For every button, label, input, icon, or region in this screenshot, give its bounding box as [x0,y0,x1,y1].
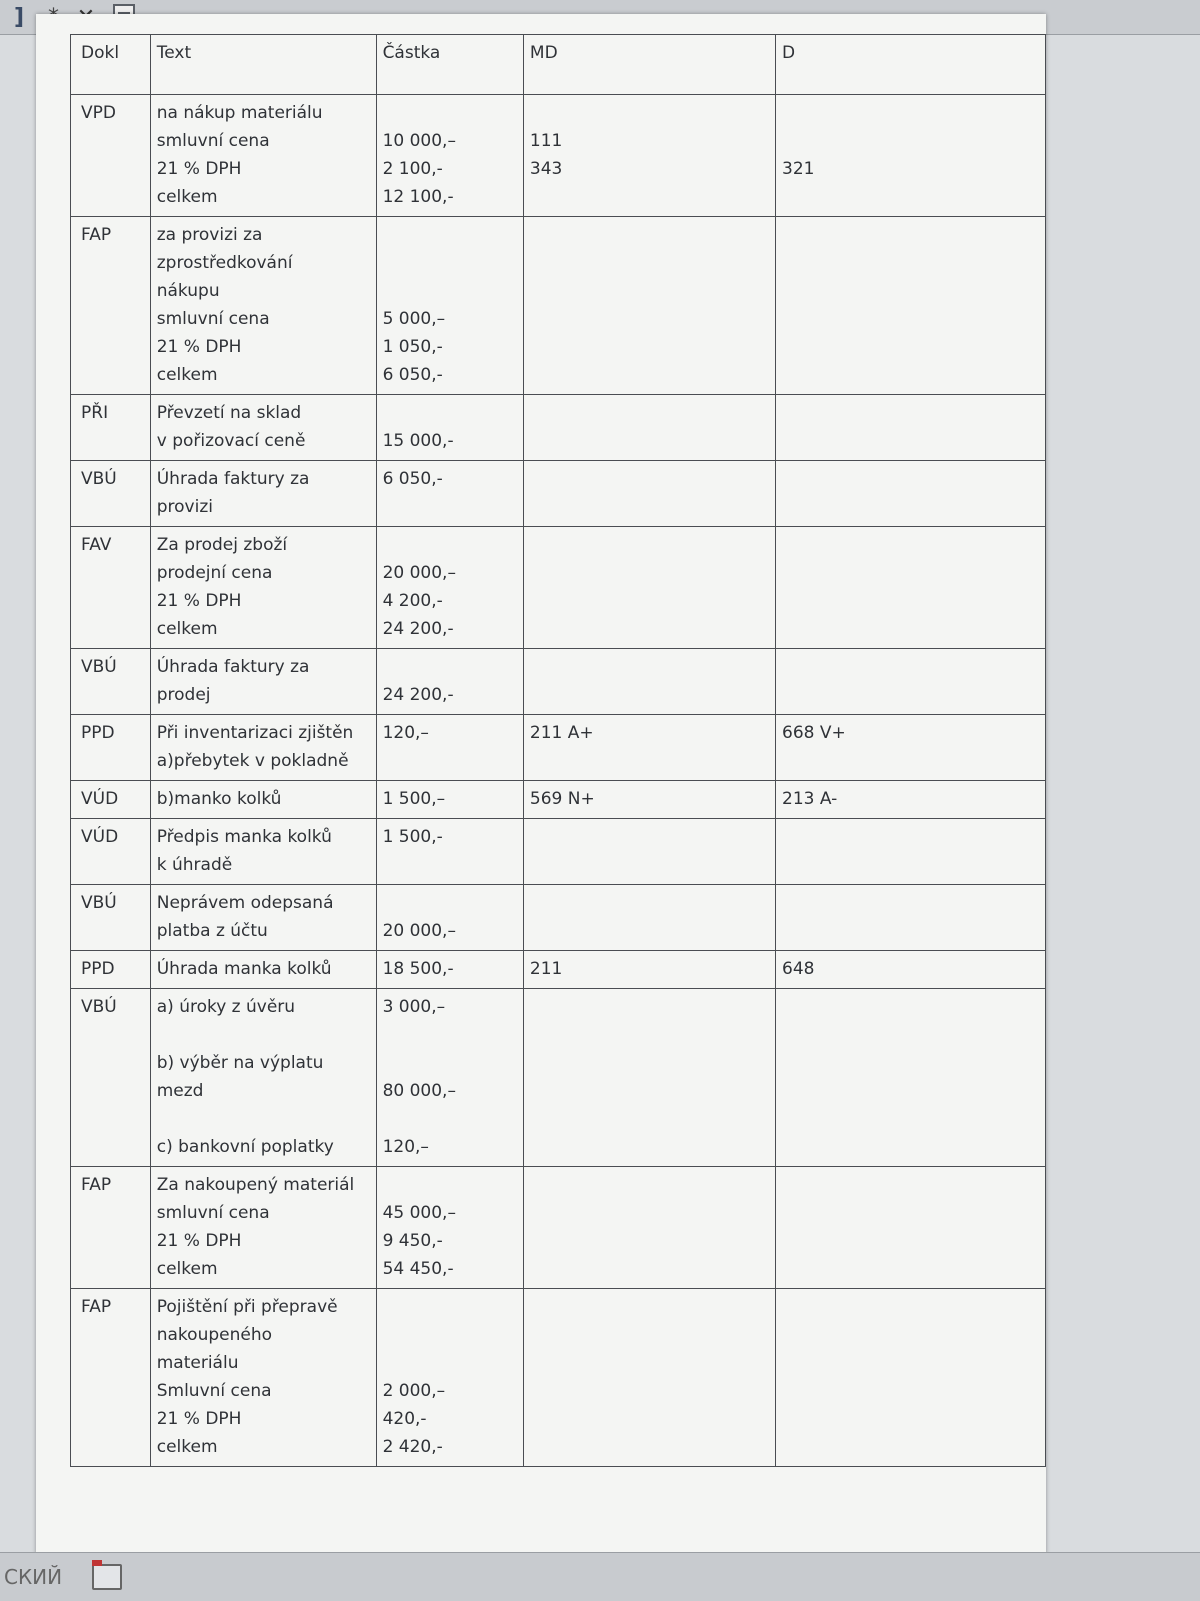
cell-d [776,395,1046,461]
cell-line: 111 [529,131,563,151]
cell-line: 3 000,– [382,997,446,1017]
cell-line: 648 [782,959,815,979]
cell-line: 6 050,- [382,469,443,489]
cell-line [530,99,769,127]
cell-md [523,1167,775,1289]
cell-line: 211 [529,959,563,979]
cell-line: 321 [782,159,815,179]
cell-line: Za prodej zboží [156,535,288,555]
cell-d [776,1289,1046,1467]
cell-line [383,1293,517,1321]
cell-line [157,1021,370,1049]
table-row [71,95,1046,217]
cell-doc: VBÚ [71,461,151,527]
cell-line [383,1171,517,1199]
cell-line: 211 A+ [529,723,594,743]
cell-line: 12 100,- [382,187,454,207]
cell-line: b)manko kolků [156,789,282,809]
cell-line: 21 % DPH [156,159,242,179]
cell-doc: FAP [71,1289,151,1467]
cell-line: Převzetí na sklad [156,403,302,423]
cell-doc: VBÚ [71,989,151,1167]
cell-md [523,951,775,989]
cell-text [150,1289,376,1467]
cell-d [776,461,1046,527]
cell-line: nákupu [156,281,220,301]
cell-line [383,277,517,305]
cell-line [383,1049,517,1077]
cell-line: a)přebytek v pokladně [156,751,349,771]
cell-line [383,1105,517,1133]
cell-line [383,99,517,127]
cell-line: prodejní cena [156,563,273,583]
cell-text [150,527,376,649]
cell-line: 213 A- [782,789,838,809]
cell-md [523,1289,775,1467]
cell-line: celkem [156,365,218,385]
cell-line: na nákup materiálu [156,103,323,123]
cell-line: 1 050,- [382,337,443,357]
cell-line: 569 N+ [529,789,595,809]
cell-line: smluvní cena [156,309,270,329]
cell-text [150,715,376,781]
cell-d [776,1167,1046,1289]
cell-md [523,649,775,715]
cell-text [150,395,376,461]
cell-line: 20 000,– [382,563,456,583]
header-md: MD [523,35,775,95]
table-row [71,819,1046,885]
cell-line [383,889,517,917]
cell-d [776,649,1046,715]
tab-title[interactable]: ] [13,4,25,30]
cell-amount [376,395,523,461]
cell-md [523,989,775,1167]
cell-line [383,531,517,559]
cell-line [383,653,517,681]
table-row [71,781,1046,819]
cell-d [776,951,1046,989]
cell-line: 24 200,- [382,619,454,639]
cell-line: provizi [156,497,213,517]
cell-line: 54 450,- [382,1259,454,1279]
cell-line: celkem [156,1437,218,1457]
cell-line: Úhrada manka kolků [156,959,332,979]
cell-line: Úhrada faktury za [156,657,310,677]
cell-d [776,885,1046,951]
cell-line: Předpis manka kolků [156,827,332,847]
cell-line: 21 % DPH [156,1231,242,1251]
cell-line: Neprávem odepsaná [156,893,334,913]
cell-line: 21 % DPH [156,337,242,357]
cell-text [150,461,376,527]
cell-amount [376,1167,523,1289]
cell-line: celkem [156,619,218,639]
cell-line: nakoupeného [156,1325,272,1345]
cell-line [383,1321,517,1349]
table-row [71,885,1046,951]
cell-line: 1 500,– [382,789,446,809]
cell-line: 6 050,- [382,365,443,385]
cell-doc: FAP [71,217,151,395]
cell-text [150,951,376,989]
cell-doc: FAP [71,1167,151,1289]
cell-text [150,649,376,715]
cell-line [782,99,1039,127]
cell-line: 21 % DPH [156,591,242,611]
cell-line: 120,– [382,1137,429,1157]
cell-line: Úhrada faktury za [156,469,310,489]
cell-d [776,527,1046,649]
cell-line: 420,- [382,1409,427,1429]
cell-md [523,885,775,951]
cell-line: c) bankovní poplatky [156,1137,334,1157]
cell-text [150,819,376,885]
cell-line: materiálu [156,1353,239,1373]
cell-line: smluvní cena [156,1203,270,1223]
cell-line: b) výběr na výplatu [156,1053,324,1073]
cell-line: zprostředkování [156,253,293,273]
cell-amount [376,885,523,951]
cell-line: 20 000,– [382,921,456,941]
cell-line: 2 100,- [382,159,443,179]
cell-doc: PPD [71,715,151,781]
header-text: Text [150,35,376,95]
cell-d [776,95,1046,217]
cell-line: 45 000,– [382,1203,456,1223]
cell-line: za provizi za [156,225,263,245]
cell-md [523,95,775,217]
cell-d [776,819,1046,885]
cell-d [776,989,1046,1167]
cell-line: k úhradě [156,855,233,875]
cell-amount [376,217,523,395]
taskbar [0,1552,1200,1601]
cell-md [523,527,775,649]
cell-amount [376,527,523,649]
cell-line: 9 450,- [382,1231,443,1251]
cell-text [150,1167,376,1289]
cell-line: celkem [156,1259,218,1279]
cell-md [523,715,775,781]
cell-doc: VPD [71,95,151,217]
cell-doc: VÚD [71,781,151,819]
cell-text [150,885,376,951]
cell-md [523,217,775,395]
cell-line: 1 500,- [382,827,443,847]
cell-doc: VÚD [71,819,151,885]
cell-line: Při inventarizaci zjištěn [156,723,354,743]
cell-line: a) úroky z úvěru [156,997,296,1017]
cell-doc: FAV [71,527,151,649]
table-row [71,527,1046,649]
cell-line: 15 000,- [382,431,454,451]
cell-line: 21 % DPH [156,1409,242,1429]
cell-doc: PPD [71,951,151,989]
cell-line: 24 200,- [382,685,454,705]
cell-line: 5 000,– [382,309,446,329]
table-row [71,1289,1046,1467]
keyboard-icon[interactable] [92,1564,122,1590]
cell-amount [376,781,523,819]
table-row [71,1167,1046,1289]
table-row [71,715,1046,781]
cell-doc: PŘI [71,395,151,461]
cell-doc: VBÚ [71,649,151,715]
document-page [36,14,1046,1554]
cell-line [782,127,1039,155]
cell-line [383,249,517,277]
cell-d [776,217,1046,395]
cell-line [383,221,517,249]
cell-line: 2 420,- [382,1437,443,1457]
table-row [71,989,1046,1167]
cell-line: 80 000,– [382,1081,456,1101]
cell-md [523,461,775,527]
cell-text [150,781,376,819]
cell-line [383,1021,517,1049]
cell-d [776,781,1046,819]
cell-md [523,819,775,885]
cell-text [150,217,376,395]
cell-line: smluvní cena [156,131,270,151]
language-indicator[interactable]: СКИЙ [4,1565,63,1589]
cell-amount [376,715,523,781]
cell-amount [376,649,523,715]
cell-line [383,1349,517,1377]
cell-amount [376,461,523,527]
cell-line: celkem [156,187,218,207]
cell-line: 10 000,– [382,131,456,151]
cell-d [776,715,1046,781]
cell-line: Pojištění při přepravě [156,1297,338,1317]
cell-line: 668 V+ [782,723,846,743]
cell-line: Za nakoupený materiál [156,1175,355,1195]
cell-line: 18 500,- [382,959,454,979]
cell-amount [376,989,523,1167]
cell-line: 2 000,– [382,1381,446,1401]
cell-line [157,1105,370,1133]
cell-amount [376,819,523,885]
cell-line: 120,– [382,723,429,743]
header-amount: Částka [376,35,523,95]
cell-text [150,95,376,217]
cell-md [523,395,775,461]
table-row [71,951,1046,989]
cell-line [383,399,517,427]
header-doc: Dokl [71,35,151,95]
accounting-table [70,34,1046,1467]
cell-line: Smluvní cena [156,1381,272,1401]
cell-amount [376,95,523,217]
table-row [71,461,1046,527]
cell-line: 4 200,- [382,591,443,611]
cell-line: prodej [156,685,211,705]
cell-line: v pořizovací ceně [156,431,306,451]
table-row [71,649,1046,715]
cell-line: mezd [156,1081,204,1101]
cell-text [150,989,376,1167]
header-d: D [776,35,1046,95]
cell-line: platba z účtu [156,921,268,941]
cell-line: 343 [529,159,563,179]
cell-md [523,781,775,819]
table-row [71,395,1046,461]
cell-amount [376,1289,523,1467]
header-row [71,35,1046,95]
table-row [71,217,1046,395]
cell-doc: VBÚ [71,885,151,951]
cell-amount [376,951,523,989]
